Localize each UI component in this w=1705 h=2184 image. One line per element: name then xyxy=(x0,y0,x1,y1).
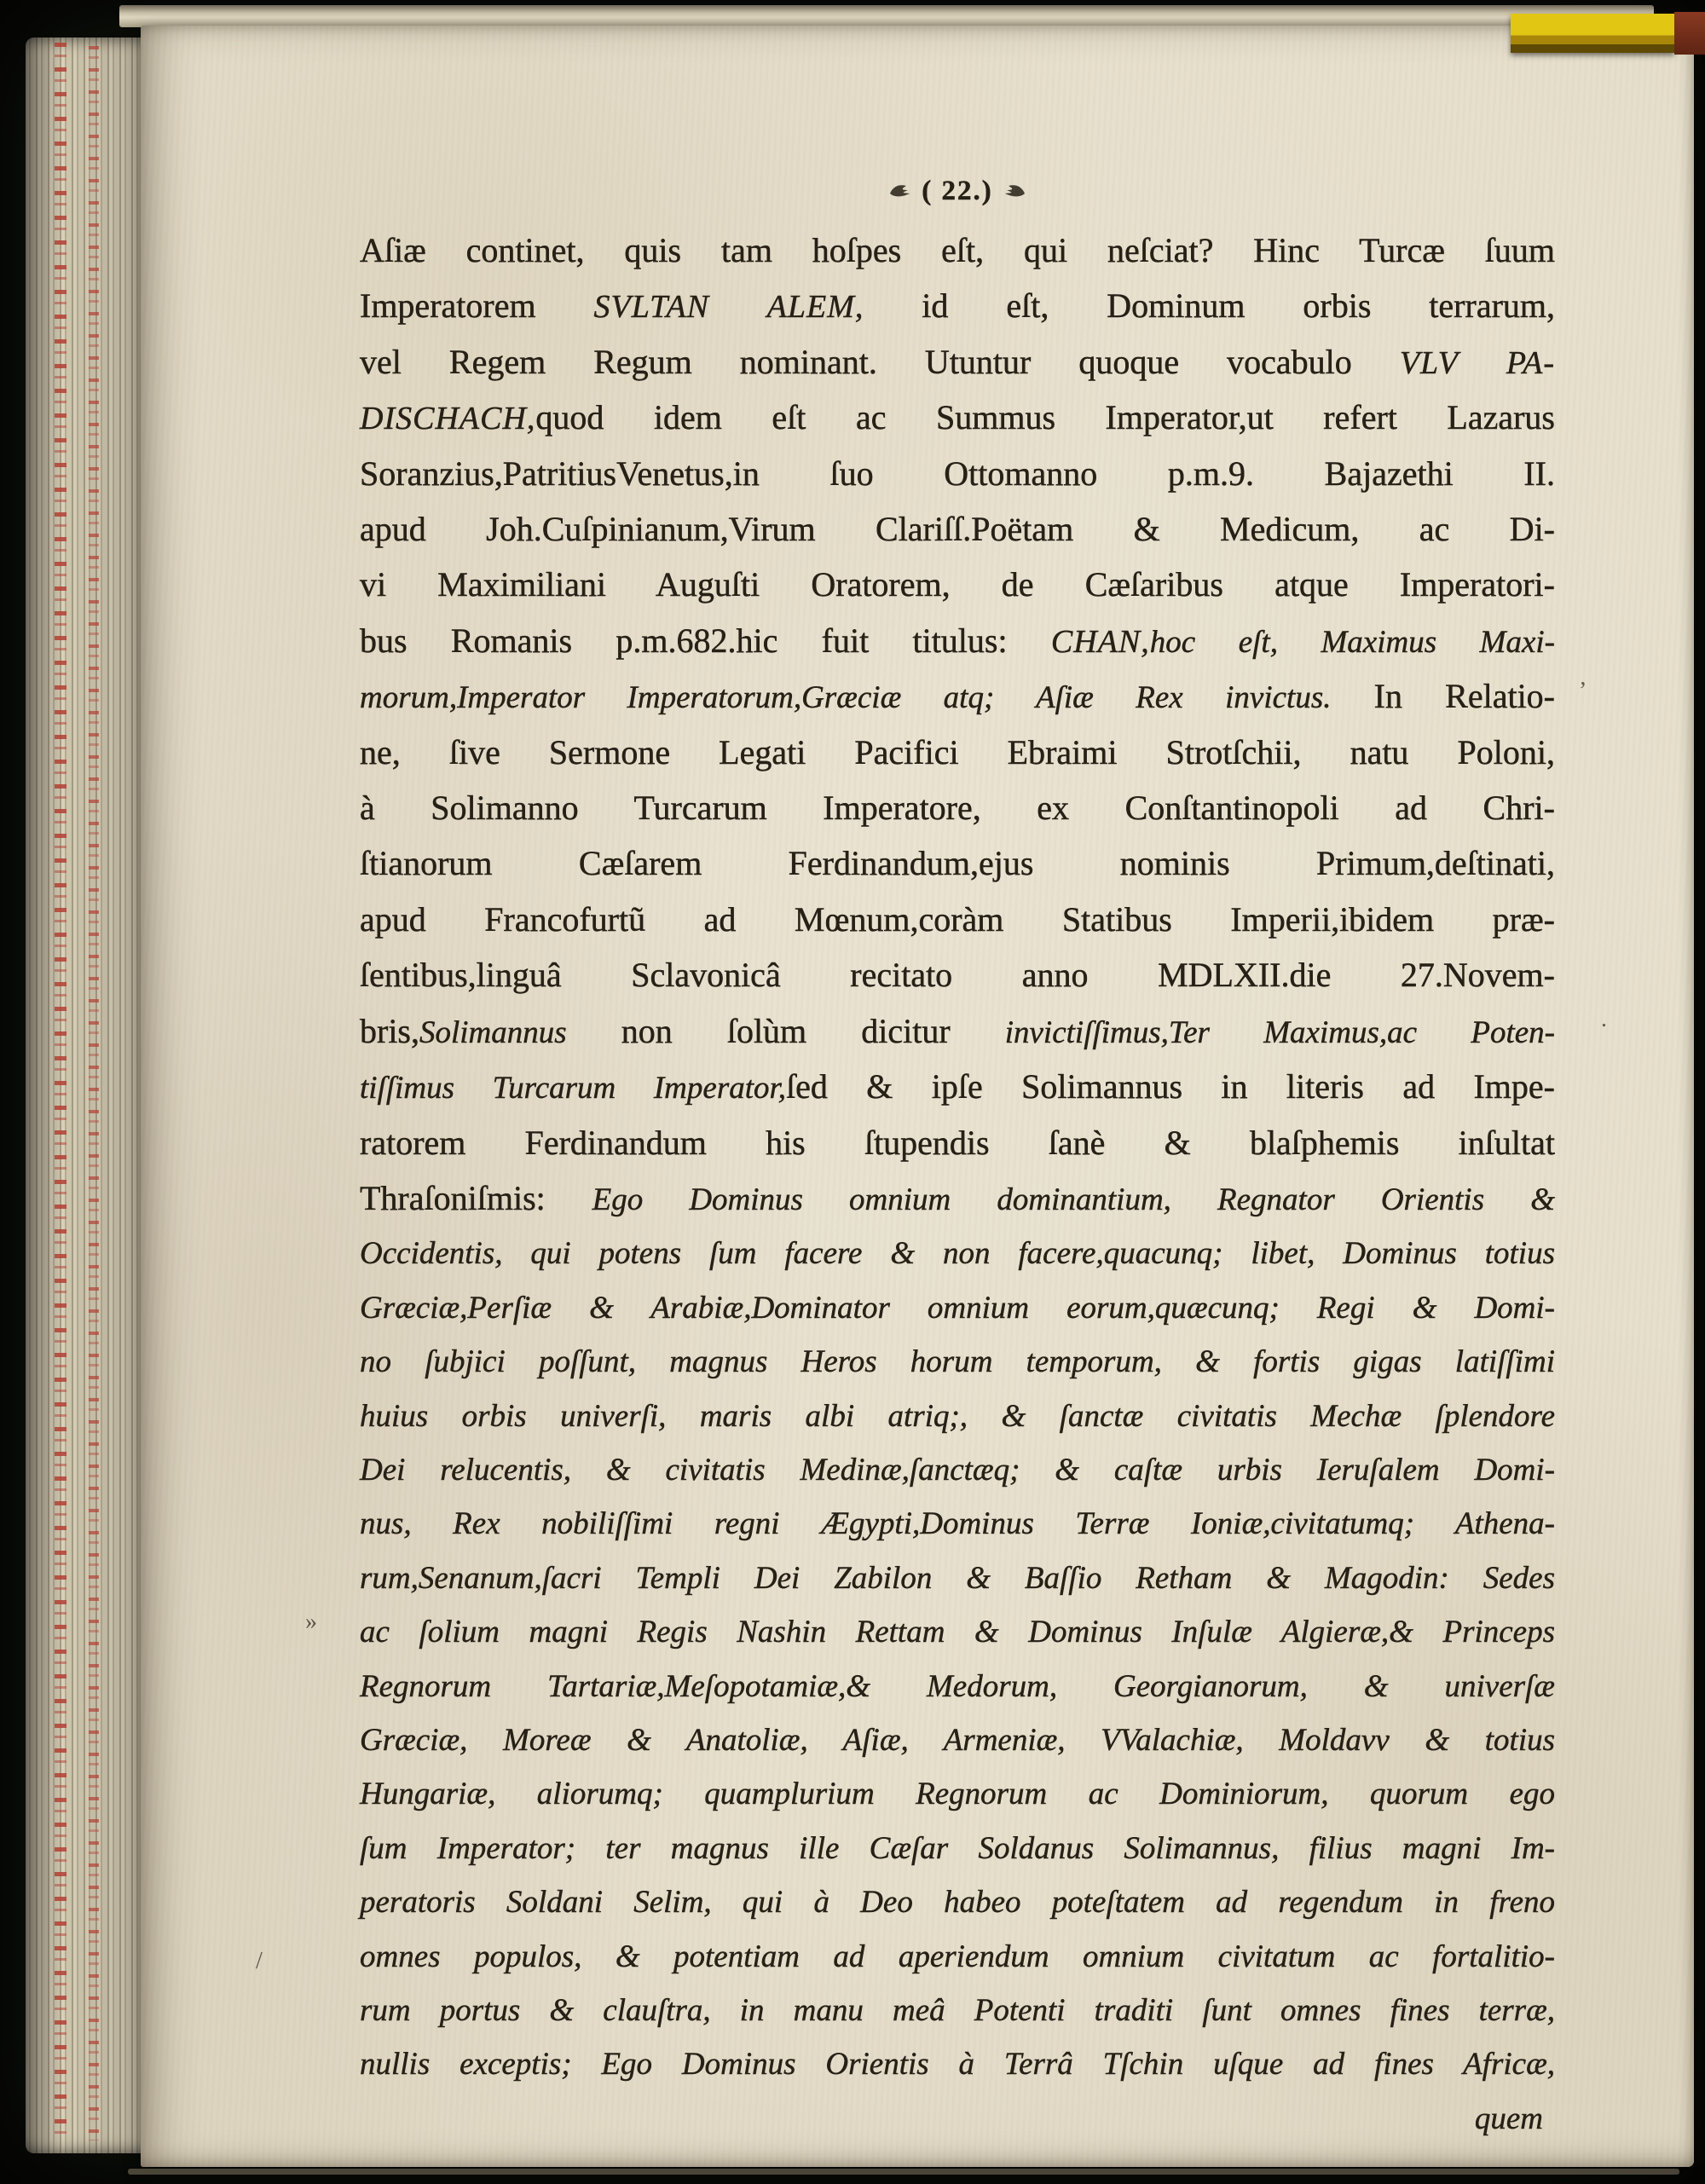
text-line: Soranzius,PatritiusVenetus,in ſuo Ottomanno p.m.9. Bajazethi II. xyxy=(360,454,1555,493)
text-line: tiſſimus Turcarum Imperator,ſed & ipſe Solimannus in literis ad Impe- xyxy=(360,1067,1555,1106)
text-line: apud Joh.Cuſpinianum,Virum Clariſſ.Poëtam & Medicum, ac Di- xyxy=(360,510,1555,549)
text-line: vel Regem Regum nominant. Utuntur quoque vocabulo VLV PA- xyxy=(360,342,1555,381)
text-line: nus, Rex nobiliſſimi regni Ægypti,Dominus Terræ Ioniæ,civitatumq; Athena- xyxy=(360,1506,1555,1542)
page-bottom-edge xyxy=(128,2169,1679,2175)
margin-mark: » xyxy=(305,1609,317,1635)
text-line: ſtianorum Cæſarem Ferdinandum,ejus nominis Primum,deſtinati, xyxy=(360,844,1555,883)
text-line: ratorem Ferdinandum his ſtupendis ſanè & blaſphemis inſultat xyxy=(360,1123,1555,1162)
folio-number: ( 22.) xyxy=(922,175,993,206)
text-line: peratoris Soldani Selim, qui à Deo habeo poteſtatem ad regendum in freno xyxy=(360,1885,1555,1921)
book-page xyxy=(141,26,1694,2167)
text-line: rum,Senanum,ſacri Templi Dei Zabilon & Baſſio Retham & Magodin: Sedes xyxy=(360,1560,1555,1596)
margin-mark: ’ xyxy=(1579,678,1587,704)
text-line: rum portus & clauſtra, in manu meâ Potenti traditi ſunt omnes fines terræ, xyxy=(360,1993,1555,2028)
text-line: apud Francofurtũ ad Mœnum,coràm Statibus Imperii,ibidem præ- xyxy=(360,899,1555,939)
text-line: Hungariæ, aliorumq; quamplurium Regnorum ac Dominiorum, quorum ego xyxy=(360,1777,1555,1812)
text-line: Imperatorem SVLTAN ALEM, id eſt, Dominum orbis terrarum, xyxy=(360,286,1556,326)
bookmark-tab xyxy=(1511,14,1674,53)
margin-mark: . xyxy=(1601,1006,1607,1032)
text-line: nullis exceptis; Ego Dominus Orientis à Terrâ Tſchin uſque ad fines Africæ, xyxy=(360,2047,1555,2083)
page-stack-edges xyxy=(26,38,145,2153)
catchword: quem xyxy=(1474,2100,1543,2136)
margin-mark: / xyxy=(256,1948,263,1974)
text-line: morum,Imperator Imperatorum,Græciæ atq; Aſiæ Rex invictus. In Relatio- xyxy=(360,677,1555,716)
text-line: Occidentis, qui potens ſum facere & non facere,quacunq; libet, Dominus totius xyxy=(360,1236,1555,1272)
text-line: huius orbis univerſi, maris albi atriq;, & ſanctæ civitatis Mechæ ſplendore xyxy=(360,1398,1555,1434)
text-line: à Solimanno Turcarum Imperatore, ex Conſtantinopoli ad Chri- xyxy=(360,789,1555,828)
text-line: ſentibus,linguâ Sclavonicâ recitato anno MDLXII.die 27.Novem- xyxy=(360,956,1555,995)
text-line: omnes populos, & potentiam ad aperiendum omnium civitatum ac fortalitio- xyxy=(360,1938,1555,1974)
text-line: Aſiæ continet, quis tam hoſpes eſt, qui neſciat? Hinc Turcæ ſuum xyxy=(360,231,1555,269)
page-top-edge xyxy=(119,5,1654,27)
binding-corner xyxy=(1674,12,1705,55)
text-line: bus Romanis p.m.682.hic fuit titulus: CHAN,hoc eſt, Maximus Maxi- xyxy=(360,621,1555,660)
text-line: no ſubjici poſſunt, magnus Heros horum temporum, & fortis gigas latiſſimi xyxy=(360,1344,1555,1380)
text-line: Græciæ, Moreæ & Anatoliæ, Aſiæ, Armeniæ, VValachiæ, Moldavv & totius xyxy=(360,1722,1555,1758)
text-line: bris,Solimannus non ſolùm dicitur invictiſſimus,Ter Maximus,ac Poten- xyxy=(360,1011,1555,1050)
text-line: Regnorum Tartariæ,Meſopotamiæ,& Medorum, Georgianorum, & univerſæ xyxy=(360,1668,1555,1704)
text-line: ne, ſive Sermone Legati Pacifici Ebraimi Strotſchii, natu Poloni, xyxy=(360,732,1555,771)
text-line: vi Maximiliani Auguſti Oratorem, de Cæſaribus atque Imperatori- xyxy=(360,565,1555,604)
text-line: ſum Imperator; ter magnus ille Cæſar Soldanus Solimannus, filius magni Im- xyxy=(360,1830,1555,1866)
text-line: DISCHACH,quod idem eſt ac Summus Imperator,ut refert Lazarus xyxy=(360,398,1555,437)
text-line: Dei relucentis, & civitatis Medinæ,ſanctæq; & caſtæ urbis Ieruſalem Domi- xyxy=(360,1452,1555,1488)
margin-marks xyxy=(141,26,1694,2167)
text-line: ac ſolium magni Regis Nashin Rettam & Dominus Inſulæ Algieræ,& Princeps xyxy=(360,1615,1555,1650)
text-line: Thraſoniſmis: Ego Dominus omnium dominantium, Regnator Orientis & xyxy=(360,1178,1555,1217)
text-line: Græciæ,Perſiæ & Arabiæ,Dominator omnium eorum,quæcunq; Regi & Domi- xyxy=(360,1290,1555,1326)
